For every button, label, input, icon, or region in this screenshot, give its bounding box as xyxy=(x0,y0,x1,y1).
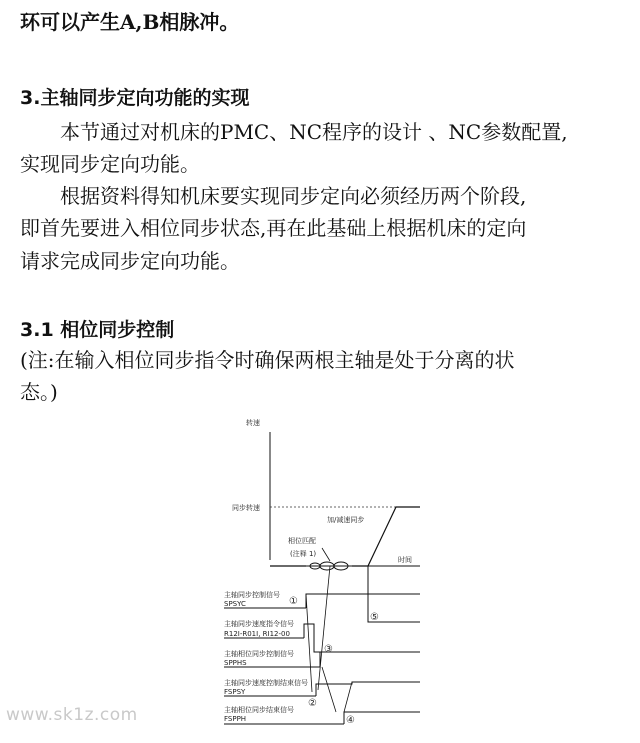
signal-2-name: 主轴同步速度指令信号 xyxy=(224,620,294,628)
signal-3-name: 主轴相位同步控制信号 xyxy=(224,650,294,658)
line-pulse: 环可以产生A,B相脉冲。 xyxy=(20,10,240,34)
signal-2-wave xyxy=(304,624,420,652)
signal-1-code: SPSYC xyxy=(224,600,246,608)
marker-1: ① xyxy=(289,596,298,607)
paragraph-1-line-2: 实现同步定向功能。 xyxy=(20,152,200,176)
phase-pointer xyxy=(322,548,330,561)
marker-2: ② xyxy=(308,698,317,709)
signal-4-code: FSPSY xyxy=(224,688,246,696)
accel-label: 加/减速同步 xyxy=(327,516,365,524)
arrow-3 xyxy=(344,682,352,712)
watermark: www.sk1z.com xyxy=(6,705,138,725)
signal-1-name: 主轴同步控制信号 xyxy=(224,591,280,599)
signal-1-wave xyxy=(306,594,420,608)
signal-5-wave xyxy=(344,712,420,724)
signal-3-code: SPPHS xyxy=(224,659,247,667)
paragraph-1-line-1: 本节通过对机床的PMC、NC程序的设计 、NC参数配置, xyxy=(60,120,568,144)
section-heading-3: 3.主轴同步定向功能的实现 xyxy=(20,87,250,109)
sync-speed-label: 同步转速 xyxy=(232,504,260,512)
paragraph-2-line-1: 根据资料得知机床要实现同步定向必须经历两个阶段, xyxy=(60,184,527,208)
signal-5-name: 主轴相位同步结束信号 xyxy=(224,706,294,714)
arrow-2 xyxy=(322,667,336,712)
marker-4: ④ xyxy=(346,715,355,726)
y-axis-label: 转速 xyxy=(246,419,260,427)
marker-5: ⑤ xyxy=(370,612,379,623)
signal-5-code: FSPPH xyxy=(224,715,247,723)
signal-3-wave xyxy=(320,652,420,667)
arrow-1 xyxy=(306,594,312,692)
arrow-4 xyxy=(318,566,330,690)
paragraph-2-line-2: 即首先要进入相位同步状态,再在此基础上根据机床的定向 xyxy=(20,216,527,240)
paragraph-2-line-3: 请求完成同步定向功能。 xyxy=(20,249,240,273)
x-axis-label: 时间 xyxy=(398,556,412,564)
signal-2-code: R12I-R01I, RI12-00 xyxy=(224,630,290,638)
section-heading-3-1: 3.1 相位同步控制 xyxy=(20,319,175,341)
marker-3: ③ xyxy=(324,644,333,655)
signal-4-wave xyxy=(316,682,420,696)
phase-match-label: 相位匹配 xyxy=(288,537,316,545)
note1-label: (注释 1) xyxy=(290,550,317,558)
note-line-1: (注:在输入相位同步指令时确保两根主轴是处于分离的状 xyxy=(20,348,515,372)
note-line-2: 态。) xyxy=(20,380,58,404)
signal-4-name: 主轴同步速度控制结束信号 xyxy=(224,679,308,687)
